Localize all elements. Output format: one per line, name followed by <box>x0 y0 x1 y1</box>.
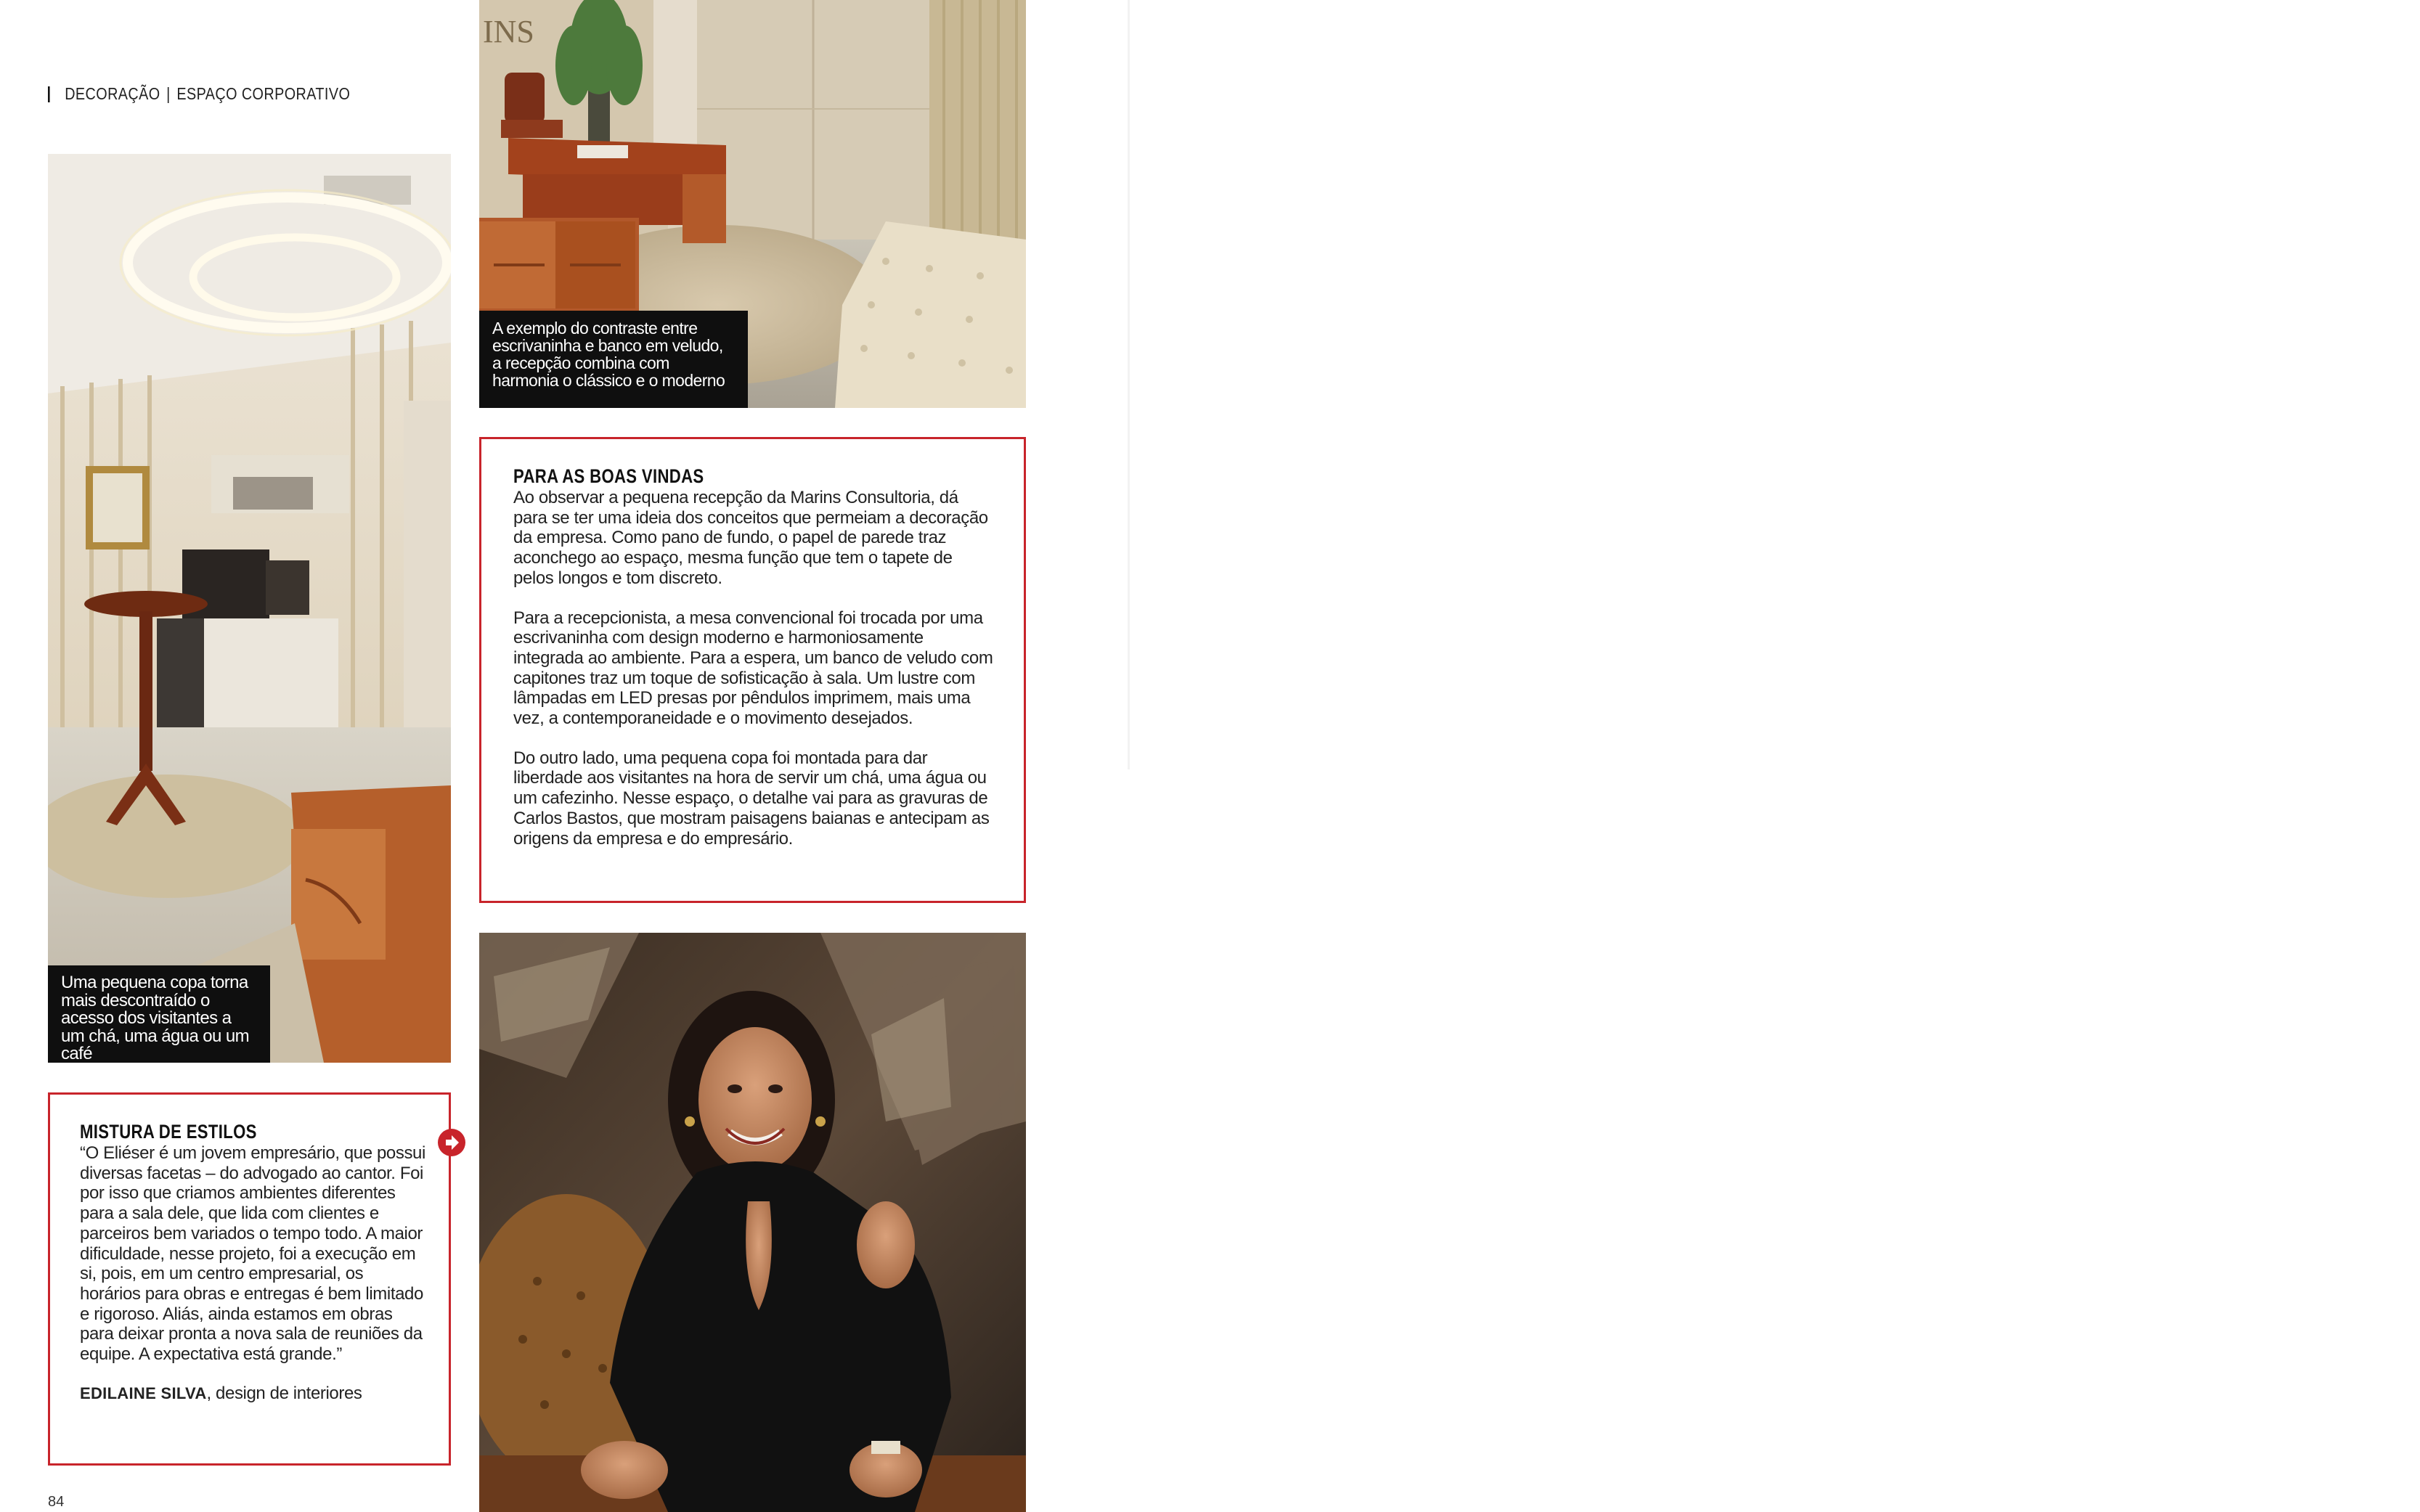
mistura-box <box>48 1092 451 1466</box>
boas-vindas-paragraph: Do outro lado, uma pequena copa foi montada para dar liberdade aos visitantes na hora de servir um chá, uma água ou um cafezinho. Nesse espaço, o detalhe vai para as gravuras de Carlos Bastos, que mostram paisagens baianas e antecipam as origens da empresa e do empresário. <box>513 748 990 849</box>
magazine-page <box>0 0 1133 1512</box>
credit-role: , design de interiores <box>206 1383 362 1403</box>
mistura-quote: “O Eliéser é um jovem empresário, que possui diversas facetas – do advogado ao cantor. Foi por isso que criamos ambientes diferentes para a sala dele, que lida com clientes e parceiros bem variados o tempo todo. A maior dificuldade, nesse projeto, foi a execução em si, pois, em um centro empresarial, os horários para obras e entregas é bem limitado e rigoroso. Aliás, ainda estamos em obras para deixar pronta a nova sala de reuniões da equipe. A expectativa está grande.” <box>80 1143 425 1365</box>
credit-name: EDILAINE SILVA <box>80 1384 207 1402</box>
mistura-credit <box>80 1384 427 1404</box>
subsection-label: ESPAÇO CORPORATIVO <box>176 84 351 103</box>
mistura-title: MISTURA DE ESTILOS <box>80 1121 257 1143</box>
header-bar <box>48 86 50 102</box>
boas-vindas-text <box>513 488 995 849</box>
boas-vindas-paragraph: Para a recepcionista, a mesa convencional foi trocada por uma escrivaninha com design moderno e harmoniosamente integrada ao ambiente. Para a espera, um banco de veludo com capitones traz um toque de sofisticação à sala. Um lustre com lâmpadas em LED presas por pêndulos imprimem, mais uma vez, a contemporaneidade e o movimento desejados. <box>513 608 993 729</box>
page-number: 84 <box>48 1494 65 1510</box>
section-label: DECORAÇÃO <box>65 84 160 103</box>
copa-caption: Uma pequena copa torna mais descontraído o acesso dos visitantes a um chá, uma água ou um café <box>48 965 270 1063</box>
boas-vindas-box <box>479 437 1026 903</box>
header-separator: | <box>166 84 171 103</box>
boas-vindas-title: PARA AS BOAS VINDAS <box>513 465 704 487</box>
reception-watermark: INS <box>483 14 534 49</box>
copa-photo <box>48 154 451 1063</box>
reception-caption: A exemplo do contraste entre escrivaninha e banco em veludo, a recepção combina com harmonia o clássico e o moderno <box>479 311 748 408</box>
page-divider <box>1128 0 1130 769</box>
boas-vindas-paragraph: Ao observar a pequena recepção da Marins Consultoria, dá para se ter uma ideia dos conceitos que permeiam a decoração da empresa. Como pano de fundo, o papel de parede traz aconchego ao espaço, mesma função que tem o tapete de pelos longos e tom discreto. <box>513 488 988 588</box>
portrait-photo <box>479 933 1026 1512</box>
arrow-right-circle-icon <box>438 1129 465 1156</box>
section-header <box>48 84 350 104</box>
